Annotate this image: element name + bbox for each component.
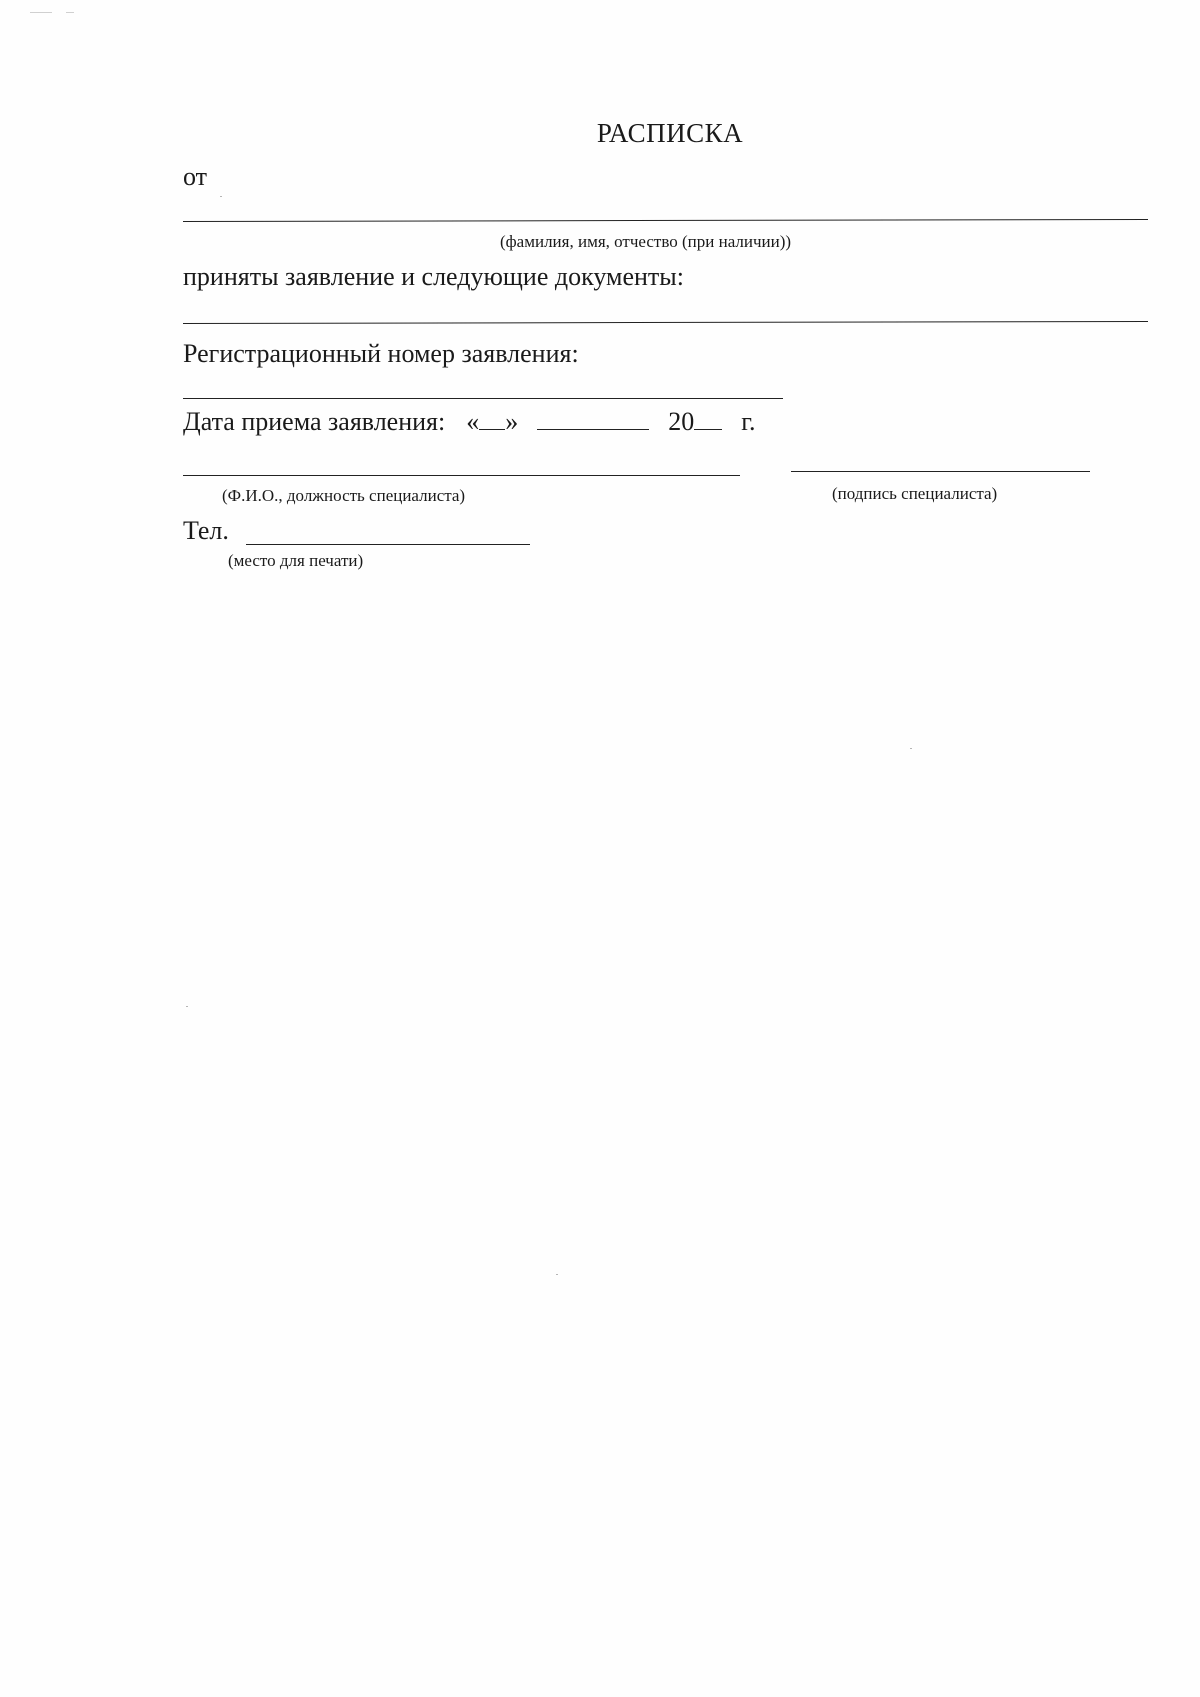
date-row <box>183 409 755 435</box>
signature-line <box>791 471 1090 472</box>
phone-line <box>246 544 530 545</box>
scan-artifact <box>66 12 74 13</box>
fio-caption: (фамилия, имя, отчество (при наличии)) <box>500 232 792 251</box>
date-label: Дата приема заявления: <box>183 407 446 436</box>
year-blank <box>694 409 722 430</box>
document-title: РАСПИСКА <box>596 118 744 148</box>
scan-artifact <box>186 1006 188 1007</box>
scan-artifact <box>220 196 222 197</box>
month-blank <box>537 409 649 430</box>
date-open-quote: « <box>466 407 480 436</box>
scan-artifact <box>30 12 52 13</box>
documents-line <box>183 321 1148 324</box>
reg-number-line <box>183 398 783 399</box>
year-suffix: г. <box>741 407 756 436</box>
stamp-caption: (место для печати) <box>228 551 364 570</box>
year-prefix: 20 <box>668 407 695 436</box>
from-label: от <box>183 162 208 191</box>
day-blank <box>479 409 505 430</box>
date-close-quote: » <box>505 407 519 436</box>
accepted-documents-text: приняты заявление и следующие документы: <box>183 262 684 291</box>
specialist-caption: (Ф.И.О., должность специалиста) <box>222 486 466 505</box>
signature-caption: (подпись специалиста) <box>832 484 998 503</box>
reg-number-label: Регистрационный номер заявления: <box>183 339 579 368</box>
scan-artifact <box>556 1274 558 1275</box>
specialist-line <box>183 475 740 476</box>
scan-artifact <box>910 748 912 749</box>
fio-line <box>183 219 1148 222</box>
phone-label: Тел. <box>183 516 229 545</box>
